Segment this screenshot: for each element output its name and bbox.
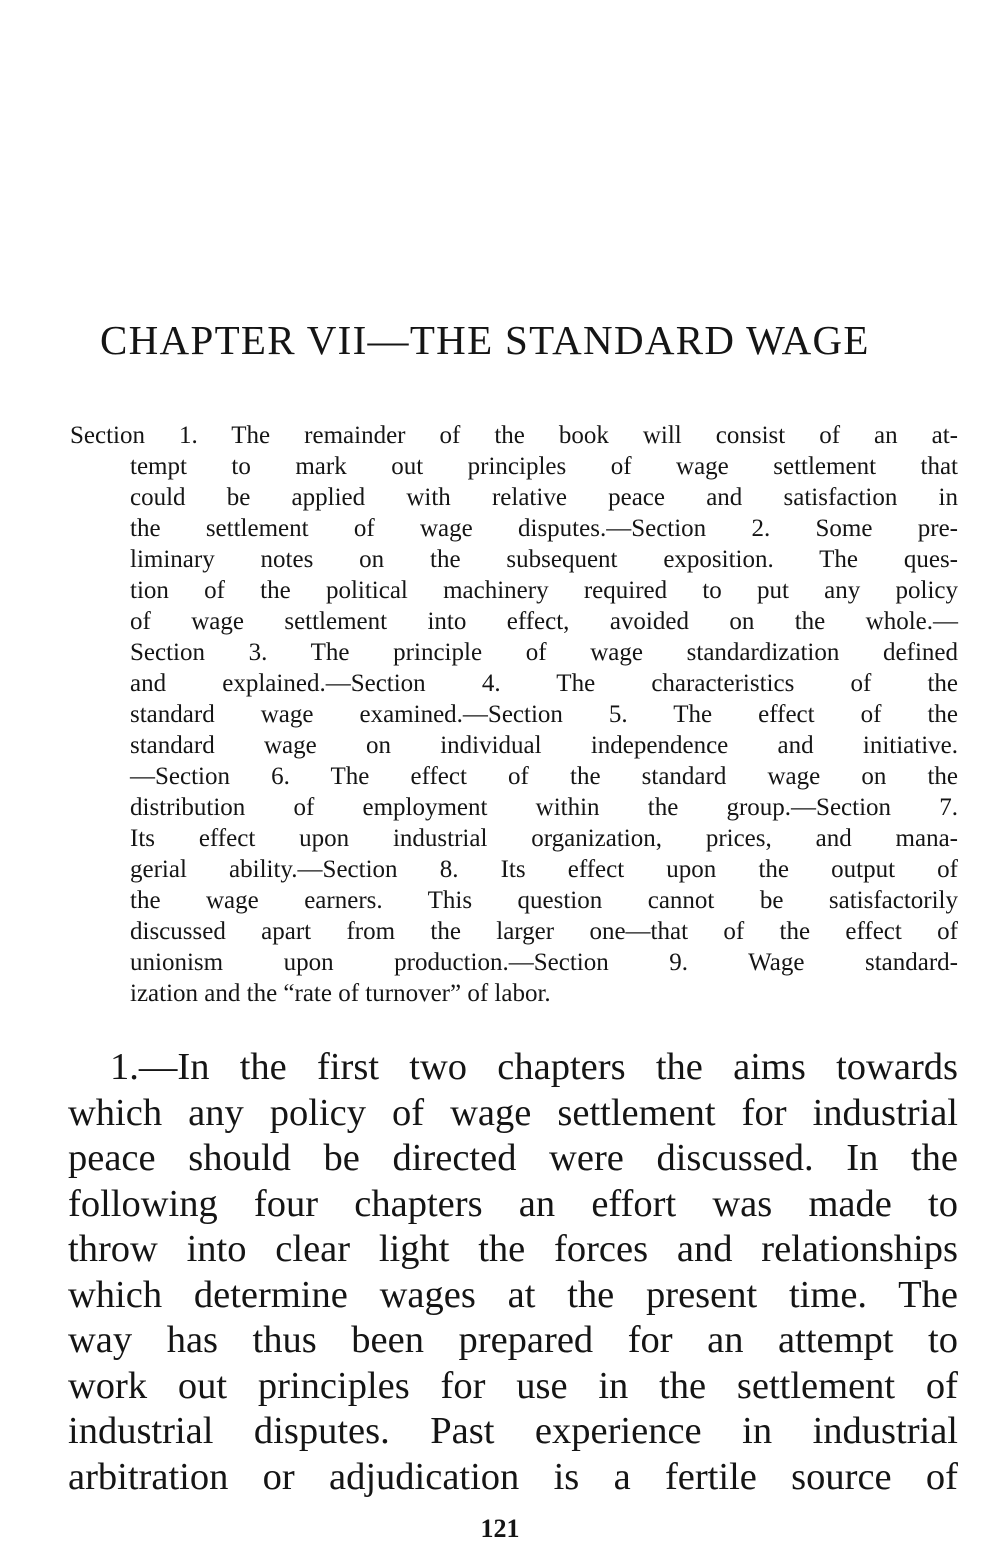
- body-line: which any policy of wage settlement for industrial: [68, 1091, 958, 1134]
- synopsis-line: tempt to mark out principles of wage settlement that: [130, 453, 958, 480]
- synopsis-line: Its effect upon industrial organization, prices, and mana-: [130, 825, 958, 852]
- synopsis-line: liminary notes on the subsequent exposition. The ques-: [130, 546, 958, 573]
- synopsis-line: could be applied with relative peace and satisfaction in: [130, 484, 958, 511]
- synopsis-line: standard wage examined.—Section 5. The effect of the: [130, 701, 958, 728]
- synopsis-line: Section 1. The remainder of the book will consist of an at-: [70, 422, 958, 449]
- synopsis-line: discussed apart from the larger one—that of the effect of: [130, 918, 958, 945]
- synopsis-line: unionism upon production.—Section 9. Wage standard-: [130, 949, 958, 976]
- body-line: throw into clear light the forces and relationships: [68, 1228, 958, 1270]
- synopsis-line: the settlement of wage disputes.—Section 2. Some pre-: [130, 515, 958, 542]
- body-line: work out principles for use in the settlement of: [68, 1364, 958, 1407]
- synopsis-line: —Section 6. The effect of the standard wage on the: [130, 763, 958, 790]
- synopsis-line: standard wage on individual independence and initiative.: [130, 732, 958, 759]
- chapter-title: CHAPTER VII—THE STANDARD WAGE: [100, 317, 870, 363]
- body-line: industrial disputes. Past experience in industrial: [68, 1410, 958, 1452]
- body-line: way has thus been prepared for an attempt to: [68, 1319, 958, 1361]
- synopsis-line: tion of the political machinery required to put any policy: [130, 577, 958, 604]
- chapter-synopsis: [70, 420, 958, 1009]
- synopsis-line: distribution of employment within the group.—Section 7.: [130, 794, 958, 821]
- body-line: arbitration or adjudication is a fertile source of: [68, 1455, 958, 1498]
- synopsis-line: the wage earners. This question cannot be satisfactorily: [130, 887, 958, 914]
- body-line: which determine wages at the present time. The: [68, 1273, 958, 1316]
- body-line: following four chapters an effort was made to: [68, 1182, 958, 1225]
- synopsis-line: gerial ability.—Section 8. Its effect upon the output of: [130, 856, 958, 883]
- body-paragraph: [68, 1045, 958, 1500]
- synopsis-line: ization and the “rate of turnover” of labor.: [130, 980, 551, 1007]
- body-line: 1.—In the first two chapters the aims towards: [110, 1046, 958, 1088]
- synopsis-line: of wage settlement into effect, avoided on the whole.—: [130, 608, 958, 635]
- synopsis-line: Section 3. The principle of wage standardization defined: [130, 639, 958, 666]
- synopsis-line: and explained.—Section 4. The characteristics of the: [130, 670, 958, 697]
- body-line: peace should be directed were discussed. In the: [68, 1137, 958, 1179]
- page-number: 121: [480, 1514, 520, 1543]
